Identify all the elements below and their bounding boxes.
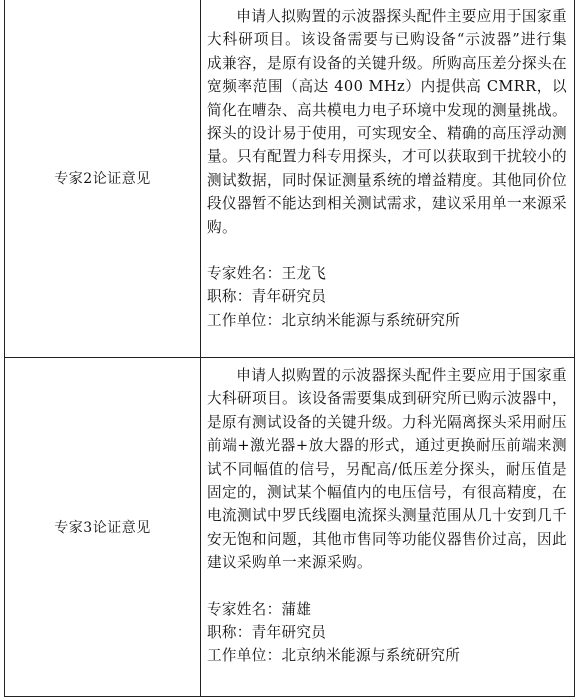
expert-2-opinion: 申请人拟购置的示波器探头配件主要应用于国家重大科研项目。该设备需要与已购设备“示波器”进行集成兼容，是原有设备的关键升级。所购高压差分探头在宽频率范围（高达 400 MHz）内提供高 CMRR，以简化在嘈杂、高共模电力电子环境中发现的测量挑战。探头的设计易于使用，可实现安全、精确的高压浮动测量。只有配置力科专用探头，才可以获取到干扰较小的测试数据，同时保证测量系统的增益精度。其他同价位段仪器暂不能达到相关测试需求，建议采用单一来源采购。	[207, 8, 567, 236]
expert-3-content	[201, 358, 575, 697]
expert-3-row	[5, 358, 575, 697]
expert-review-table	[4, 0, 575, 697]
expert-2-title: 职称：青年研究员	[207, 288, 327, 306]
expert-3-opinion: 申请人拟购置的示波器探头配件主要应用于国家重大科研项目。该设备需要集成到研究所已购示波器中，是原有测试设备的关键升级。力科光隔离探头采用耐压前端+激光器+放大器的形式，通过更换耐压前端来测试不同幅值的信号，另配高/低压差分探头，耐压值是固定的，测试某个幅值内的电压信号，有很高精度，在电流测试中罗氏线圈电流探头测量范围从几十安到几千安无饱和问题，其他市售同等功能仪器售价过高，因此建议采购单一来源采购。	[207, 367, 567, 572]
expert-2-content	[201, 0, 575, 358]
expert-2-label: 专家2论证意见	[5, 0, 201, 358]
expert-3-unit: 工作单位：北京纳米能源与系统研究所	[207, 647, 461, 665]
expert-3-name: 专家姓名：蒲雄	[207, 600, 312, 618]
expert-3-label: 专家3论证意见	[5, 358, 201, 697]
expert-3-title: 职称：青年研究员	[207, 624, 327, 642]
expert-2-unit: 工作单位：北京纳米能源与系统研究所	[207, 311, 461, 329]
spacer	[207, 575, 567, 598]
expert-2-name: 专家姓名：王龙飞	[207, 265, 327, 283]
expert-2-row	[5, 0, 575, 358]
spacer	[207, 239, 567, 262]
